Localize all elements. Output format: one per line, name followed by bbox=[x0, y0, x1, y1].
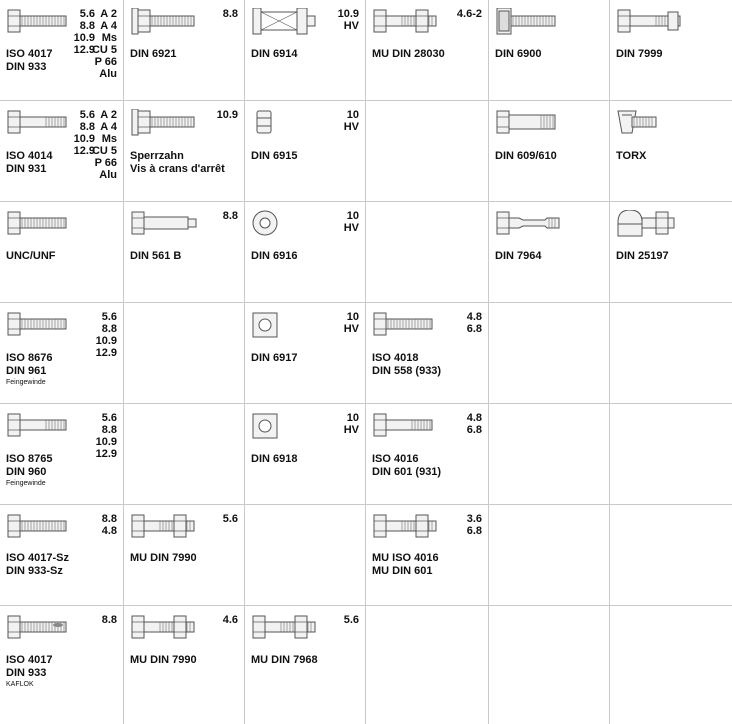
strength-grades: 10 HV bbox=[343, 311, 359, 335]
standard-designation: DIN 6916 bbox=[251, 250, 298, 262]
catalog-cell bbox=[610, 0, 732, 101]
strength-grades: 10.9 HV bbox=[337, 8, 359, 32]
square-taper-washer-icon bbox=[251, 311, 319, 339]
standard-designation: DIN 561 B bbox=[130, 250, 182, 262]
catalog-cell bbox=[124, 606, 245, 724]
flange-bolt-icon bbox=[130, 8, 198, 36]
strength-grades: 5.6 bbox=[222, 513, 238, 525]
catalog-cell bbox=[245, 606, 366, 724]
catalog-cell bbox=[245, 505, 366, 606]
hex-bolt-icon bbox=[6, 513, 74, 541]
strength-grades: 5.6 8.8 10.9 12.9 bbox=[95, 412, 117, 460]
catalog-cell bbox=[489, 505, 610, 606]
standard-designation: DIN 25197 bbox=[616, 250, 669, 262]
fitted-bolt-nut-icon bbox=[616, 8, 684, 36]
strength-grades: 8.8 bbox=[222, 210, 238, 222]
structural-bolt-icon bbox=[251, 8, 319, 36]
bolt-with-nut-icon bbox=[130, 513, 198, 541]
catalog-cell bbox=[489, 404, 610, 505]
catalog-cell bbox=[245, 303, 366, 404]
standard-designation: TORX bbox=[616, 150, 647, 162]
set-screw-icon bbox=[130, 210, 198, 238]
catalog-cell bbox=[0, 0, 124, 101]
bolt-with-nut-icon bbox=[130, 614, 198, 642]
standard-designation: ISO 4018 DIN 558 (933) bbox=[372, 352, 442, 377]
standard-designation: MU DIN 28030 bbox=[372, 48, 445, 60]
strength-grades: 5.6 8.8 10.9 12.9 bbox=[95, 311, 117, 359]
standard-designation: ISO 4017-Sz DIN 933-Sz bbox=[6, 552, 69, 577]
bolt-with-nut-icon bbox=[372, 8, 440, 36]
strength-grades: 4.8 6.8 bbox=[466, 311, 482, 335]
hex-nut-side-icon bbox=[251, 109, 319, 137]
catalog-cell bbox=[124, 404, 245, 505]
square-taper-washer-icon bbox=[251, 412, 319, 440]
strength-grades: 10 HV bbox=[343, 109, 359, 133]
standard-designation: MU ISO 4016 MU DIN 601 bbox=[372, 552, 439, 577]
material-grades: A 2 A 4 Ms CU 5 P 66 Alu bbox=[91, 8, 117, 80]
bolt-with-washer-icon bbox=[495, 8, 563, 36]
strength-grades: 5.6 bbox=[343, 614, 359, 626]
bolt-with-nut-icon bbox=[251, 614, 319, 642]
cap-nut-bolt-icon bbox=[616, 210, 684, 238]
strength-grades: 10 HV bbox=[343, 210, 359, 234]
fitted-bolt-icon bbox=[495, 109, 563, 137]
designation-note: Feingewinde bbox=[6, 480, 46, 487]
strength-grades: 5.6 8.8 10.9 12.9 bbox=[73, 8, 95, 56]
hex-bolt-partial-thread-icon bbox=[6, 109, 74, 137]
catalog-cell bbox=[366, 303, 489, 404]
hex-bolt-icon bbox=[6, 210, 74, 238]
catalog-cell bbox=[366, 202, 489, 303]
strength-grades: 4.8 6.8 bbox=[466, 412, 482, 436]
catalog-cell bbox=[245, 404, 366, 505]
catalog-cell bbox=[245, 202, 366, 303]
catalog-cell bbox=[366, 606, 489, 724]
catalog-cell bbox=[489, 606, 610, 724]
bolt-with-nut-icon bbox=[372, 513, 440, 541]
catalog-cell bbox=[245, 0, 366, 101]
strength-grades: 10.9 bbox=[216, 109, 238, 121]
catalog-cell bbox=[610, 404, 732, 505]
designation-note: KAFLOK bbox=[6, 681, 34, 688]
catalog-cell bbox=[489, 0, 610, 101]
standard-designation: ISO 4017 DIN 933 bbox=[6, 654, 53, 679]
standard-designation: MU DIN 7990 bbox=[130, 552, 197, 564]
hex-bolt-partial-thread-icon bbox=[6, 412, 74, 440]
catalog-cell bbox=[366, 0, 489, 101]
torx-bolt-icon bbox=[616, 109, 684, 137]
washer-icon bbox=[251, 210, 319, 238]
catalog-cell bbox=[245, 101, 366, 202]
catalog-cell bbox=[610, 303, 732, 404]
strength-grades: 3.6 6.8 bbox=[466, 513, 482, 537]
standard-designation: ISO 8765 DIN 960 bbox=[6, 453, 53, 478]
catalog-cell bbox=[124, 202, 245, 303]
serrated-flange-bolt-icon bbox=[130, 109, 198, 137]
catalog-cell bbox=[124, 505, 245, 606]
strength-grades: 8.8 4.8 bbox=[101, 513, 117, 537]
catalog-cell bbox=[0, 303, 124, 404]
catalog-cell bbox=[366, 505, 489, 606]
hex-bolt-partial-thread-icon bbox=[372, 412, 440, 440]
strength-grades: 8.8 bbox=[222, 8, 238, 20]
strength-grades: 5.6 8.8 10.9 12.9 bbox=[73, 109, 95, 157]
standard-designation: DIN 7999 bbox=[616, 48, 663, 60]
standard-designation: DIN 609/610 bbox=[495, 150, 557, 162]
standard-designation: UNC/UNF bbox=[6, 250, 56, 262]
catalog-cell bbox=[489, 303, 610, 404]
standard-designation: DIN 6918 bbox=[251, 453, 298, 465]
standard-designation: DIN 6900 bbox=[495, 48, 542, 60]
catalog-cell bbox=[0, 202, 124, 303]
catalog-cell bbox=[489, 202, 610, 303]
reduced-shank-bolt-icon bbox=[495, 210, 563, 238]
standard-designation: Sperrzahn Vis à crans d'arrêt bbox=[130, 150, 225, 175]
locking-bolt-icon bbox=[6, 614, 74, 642]
standard-designation: DIN 6915 bbox=[251, 150, 298, 162]
standard-designation: MU DIN 7990 bbox=[130, 654, 197, 666]
strength-grades: 4.6 bbox=[222, 614, 238, 626]
catalog-cell bbox=[124, 303, 245, 404]
standard-designation: DIN 6921 bbox=[130, 48, 177, 60]
catalog-cell bbox=[489, 101, 610, 202]
catalog-cell bbox=[610, 101, 732, 202]
catalog-cell bbox=[124, 0, 245, 101]
catalog-cell bbox=[610, 606, 732, 724]
catalog-cell bbox=[366, 101, 489, 202]
strength-grades: 10 HV bbox=[343, 412, 359, 436]
standard-designation: DIN 6914 bbox=[251, 48, 298, 60]
catalog-cell bbox=[0, 404, 124, 505]
catalog-cell bbox=[610, 505, 732, 606]
hex-bolt-icon bbox=[6, 311, 74, 339]
standard-designation: DIN 6917 bbox=[251, 352, 298, 364]
standard-designation: DIN 7964 bbox=[495, 250, 542, 262]
catalog-cell bbox=[610, 202, 732, 303]
standard-designation: MU DIN 7968 bbox=[251, 654, 318, 666]
hex-bolt-icon bbox=[372, 311, 440, 339]
strength-grades: 4.6-2 bbox=[456, 8, 482, 20]
strength-grades: 8.8 bbox=[101, 614, 117, 626]
catalog-cell bbox=[0, 101, 124, 202]
designation-note: Feingewinde bbox=[6, 379, 46, 386]
material-grades: A 2 A 4 Ms CU 5 P 66 Alu bbox=[91, 109, 117, 181]
catalog-cell bbox=[124, 101, 245, 202]
standard-designation: ISO 4017 DIN 933 bbox=[6, 48, 53, 73]
hex-bolt-icon bbox=[6, 8, 74, 36]
standard-designation: ISO 4014 DIN 931 bbox=[6, 150, 53, 175]
catalog-cell bbox=[366, 404, 489, 505]
catalog-cell bbox=[0, 606, 124, 724]
standard-designation: ISO 8676 DIN 961 bbox=[6, 352, 53, 377]
catalog-cell bbox=[0, 505, 124, 606]
standard-designation: ISO 4016 DIN 601 (931) bbox=[372, 453, 442, 478]
